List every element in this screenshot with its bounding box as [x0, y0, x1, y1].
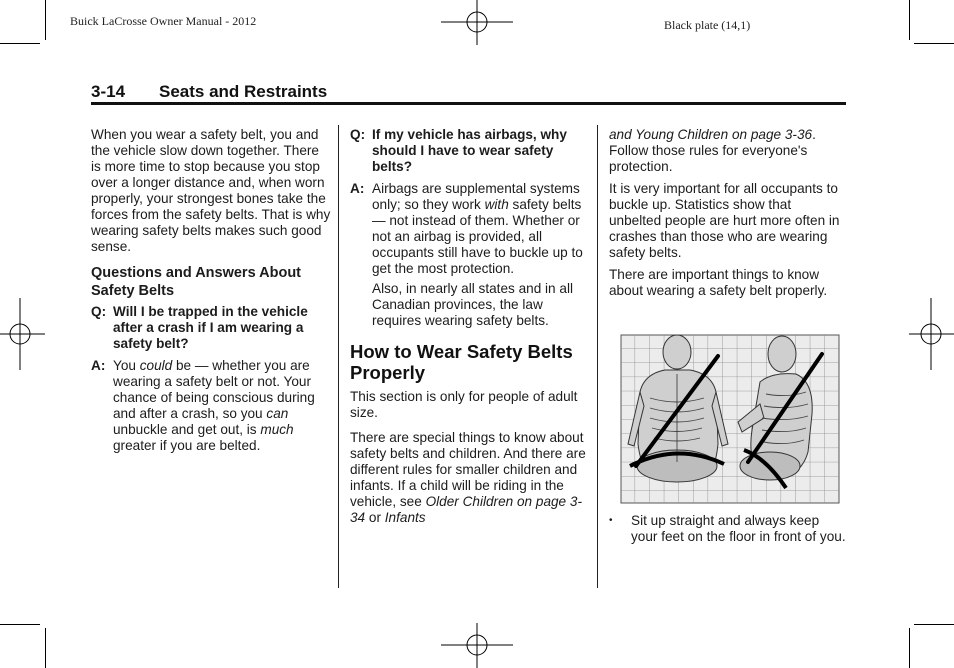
crop-mark — [914, 43, 954, 44]
question-label: Q: — [350, 127, 366, 142]
crop-mark — [0, 624, 40, 625]
registration-target-icon — [437, 623, 517, 668]
paragraph: and Young Children on page 3-36. Follow those rules for everyone's protection. — [609, 127, 816, 174]
heading-rule — [91, 102, 846, 105]
section-title: Seats and Restraints — [159, 82, 328, 101]
crop-mark — [0, 43, 40, 44]
bullet-text: Sit up straight and always keep your feet on the floor in front of you. — [631, 513, 846, 544]
list-item — [609, 513, 846, 545]
column-1 — [91, 127, 331, 460]
crop-mark — [45, 628, 46, 668]
crop-mark — [909, 0, 910, 40]
column-3 — [609, 127, 846, 305]
crop-mark — [914, 624, 954, 625]
section-heading: How to Wear Safety Belts Properly — [350, 341, 573, 383]
column-2 — [350, 127, 588, 532]
registration-target-icon — [0, 296, 45, 372]
manual-title: Buick LaCrosse Owner Manual - 2012 — [70, 14, 257, 28]
column-divider — [338, 125, 339, 588]
question — [350, 127, 588, 175]
registration-target-icon — [437, 0, 517, 45]
page-number: 3-14 — [91, 82, 126, 101]
paragraph: This section is only for people of adult size. — [350, 389, 578, 420]
answer-label: A: — [350, 181, 365, 196]
question-text: If my vehicle has airbags, why should I have to wear safety belts? — [372, 127, 567, 174]
subheading: Questions and Answers About Safety Belts — [91, 265, 302, 299]
intro-paragraph: When you wear a safety belt, you and the vehicle slow down together. There is more time to stop because you stop over a longer distance and, when worn properly, your strongest bones take the forces from the safety belts. That is why wearing safety belts makes such good sense. — [91, 127, 331, 254]
paragraph: There are important things to know about wearing a safety belt properly. — [609, 267, 828, 298]
answer-text: You could be — whether you are wearing a safety belt or not. Your chance of being conscious during and after a crash, so you can unbuckle and get out, is much greater if you are belted. — [113, 358, 315, 453]
answer — [350, 181, 588, 277]
answer-label: A: — [91, 358, 106, 373]
paragraph: It is very important for all occupants to buckle up. Statistics show that unbelted people are hurt more often in crashes than those who are wearing safety belts. — [609, 181, 840, 260]
question — [91, 304, 331, 352]
crop-mark — [45, 0, 46, 40]
answer-continued: Also, in nearly all states and in all Canadian provinces, the law requires wearing safety belts. — [372, 281, 573, 328]
registration-target-icon — [909, 296, 954, 372]
question-text: Will I be trapped in the vehicle after a crash if I am wearing a safety belt? — [113, 304, 308, 351]
bullet-list — [609, 513, 846, 545]
paragraph: There are special things to know about safety belts and children. And there are different rules for smaller children and infants. If a child will be riding in the vehicle, see Older Children on page 3-34 or Infants — [350, 430, 586, 525]
question-label: Q: — [91, 304, 107, 319]
answer-text: Airbags are supplemental systems only; so they work with safety belts — not instead of them. Whether or not an airbag is provided, all occupants still have to buckle up to get the most protection. — [372, 181, 583, 276]
bullet-icon: • — [609, 515, 613, 526]
crop-mark — [909, 628, 910, 668]
column-divider — [597, 125, 598, 588]
plate-label: Black plate (14,1) — [664, 18, 751, 32]
safety-belt-illustration — [620, 334, 840, 504]
answer — [91, 358, 331, 454]
